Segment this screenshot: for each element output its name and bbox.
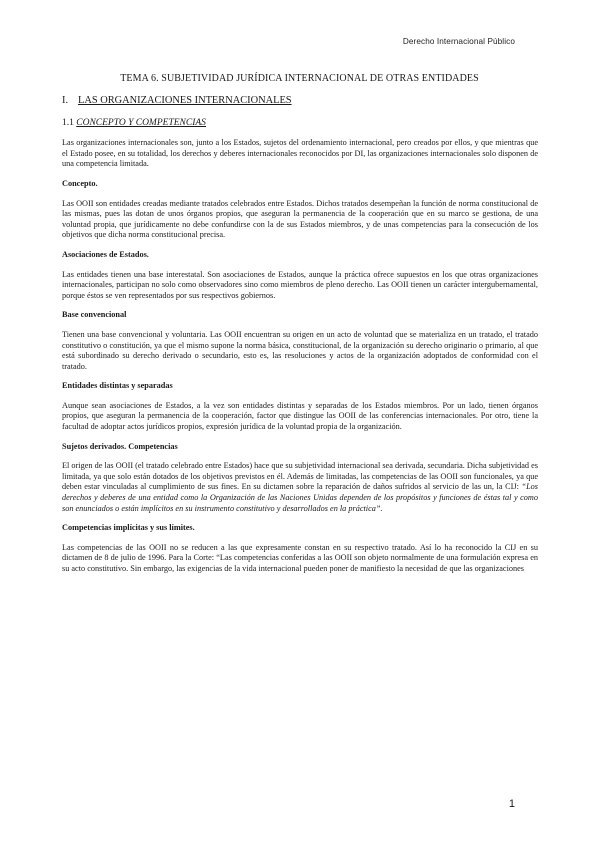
base-convencional-heading: Base convencional [62,310,127,320]
chapter-title: TEMA 6. SUBJETIVIDAD JURÍDICA INTERNACIONAL DE OTRAS ENTIDADES [120,73,479,84]
sujetos-derivados-paragraph [62,461,538,514]
concepto-paragraph: Las OOII son entidades creadas mediante tratados celebrados entre Estados. Dichos tratados desempeñan la función de norma constitucional de las mismas, pues las dotan de unos órganos propios, que aseguran la permanencia de la cooperación que en su marco se gestiona, de una voluntad propia, que jurídicamente no debe confundirse con la de sus Estados miembros, y de unas competencias para la consecución de los objetivos que dicha norma constitucional precisa. [62,198,538,240]
section-title: LAS ORGANIZACIONES INTERNACIONALES [78,95,292,106]
section-heading [62,96,538,107]
document-body [62,96,538,584]
subsection-number: 1.1 [62,117,74,128]
entidades-heading: Entidades distintas y separadas [62,381,173,391]
subsection-heading [62,118,538,129]
sujetos-derivados-heading: Sujetos derivados. Competencias [62,441,178,451]
competencias-implicitas-heading: Competencias implícitas y sus límites. [62,523,195,533]
intro-paragraph: Las organizaciones internacionales son, junto a los Estados, sujetos del ordenamiento internacional, pero creados por ellos, y que mientras que el Estado posee, en su totalidad, los derechos y deberes internacionales reconocidos por DI, las organizaciones internacionales solo disponen de una competencia limitada. [62,138,538,169]
section-number: I. [62,95,69,106]
asociaciones-paragraph: Las entidades tienen una base interestatal. Son asociaciones de Estados, aunque la práctica ofrece supuestos en los que otras organizaciones internacionales, participan no solo como observadores sino como miembros de pleno derecho. Las OOII tienen un carácter intergubernamental, porque éstos se ven representados por sus respectivos gobiernos. [62,269,538,300]
asociaciones-heading: Asociaciones de Estados. [62,249,149,259]
sujetos-derivados-text: El origen de las OOII (el tratado celebrado entre Estados) hace que su subjetividad internacional sea derivada, secundaria. Dicha subjetividad es limitada, ya que solo están dotados de los objetivos previstos en él. Además de limitadas, las competencias de las OOII son funcionales, ya que deben estar vinculadas al cumplimiento de sus fines. En su dictamen sobre la reparación de daños sufridos al servicio de las un, la CIJ: [62,461,538,492]
running-header: Derecho Internacional Público [402,37,515,46]
base-convencional-paragraph: Tienen una base convencional y voluntaria. Las OOII encuentran su origen en un acto de voluntad que se materializa en un tratado, el tratado constitutivo o constitución, ya que el mismo supone la norma básica, constitucional, de la organización su derecho originario o primario, al que está subordinado su derecho derivado o secundario, esto es, las resoluciones y actos de la organización adoptados de conformidad con el tratado. [62,329,538,371]
page-number: 1 [508,798,515,810]
subsection-title: CONCEPTO Y COMPETENCIAS [76,117,206,128]
entidades-paragraph: Aunque sean asociaciones de Estados, a la vez son entidades distintas y separadas de los Estados miembros. Por un lado, tienen órganos propios, que aseguran la permanencia de la cooperación, factor que distingue las OOII de las conferencias internacionales. Por otro, tiene la facultad de adoptar actos jurídicos propios, expresión jurídica de la voluntad propia de la organización. [62,400,538,432]
competencias-implicitas-paragraph: Las competencias de las OOII no se reducen a las que expresamente constan en su respectivo tratado. Así lo ha reconocido la CIJ en su dictamen de 8 de julio de 1996. Para la Corte: “Las competencias conferidas a las OOII son objeto normalmente de una formulación expresa en su acto constitutivo. Sin embargo, las exigencias de la vida internacional pueden poner de manifiesto la necesidad de que las organizaciones [62,542,538,573]
concepto-heading: Concepto. [62,178,98,188]
cij-quote: “Los derechos y deberes de una entidad como la Organización de las Naciones Unidas dependen de los propósitos y funciones de éstas tal y como son enunciados o están implícitos en su instrumento constitutivo y desarrollados en la práctica”. [62,482,538,513]
